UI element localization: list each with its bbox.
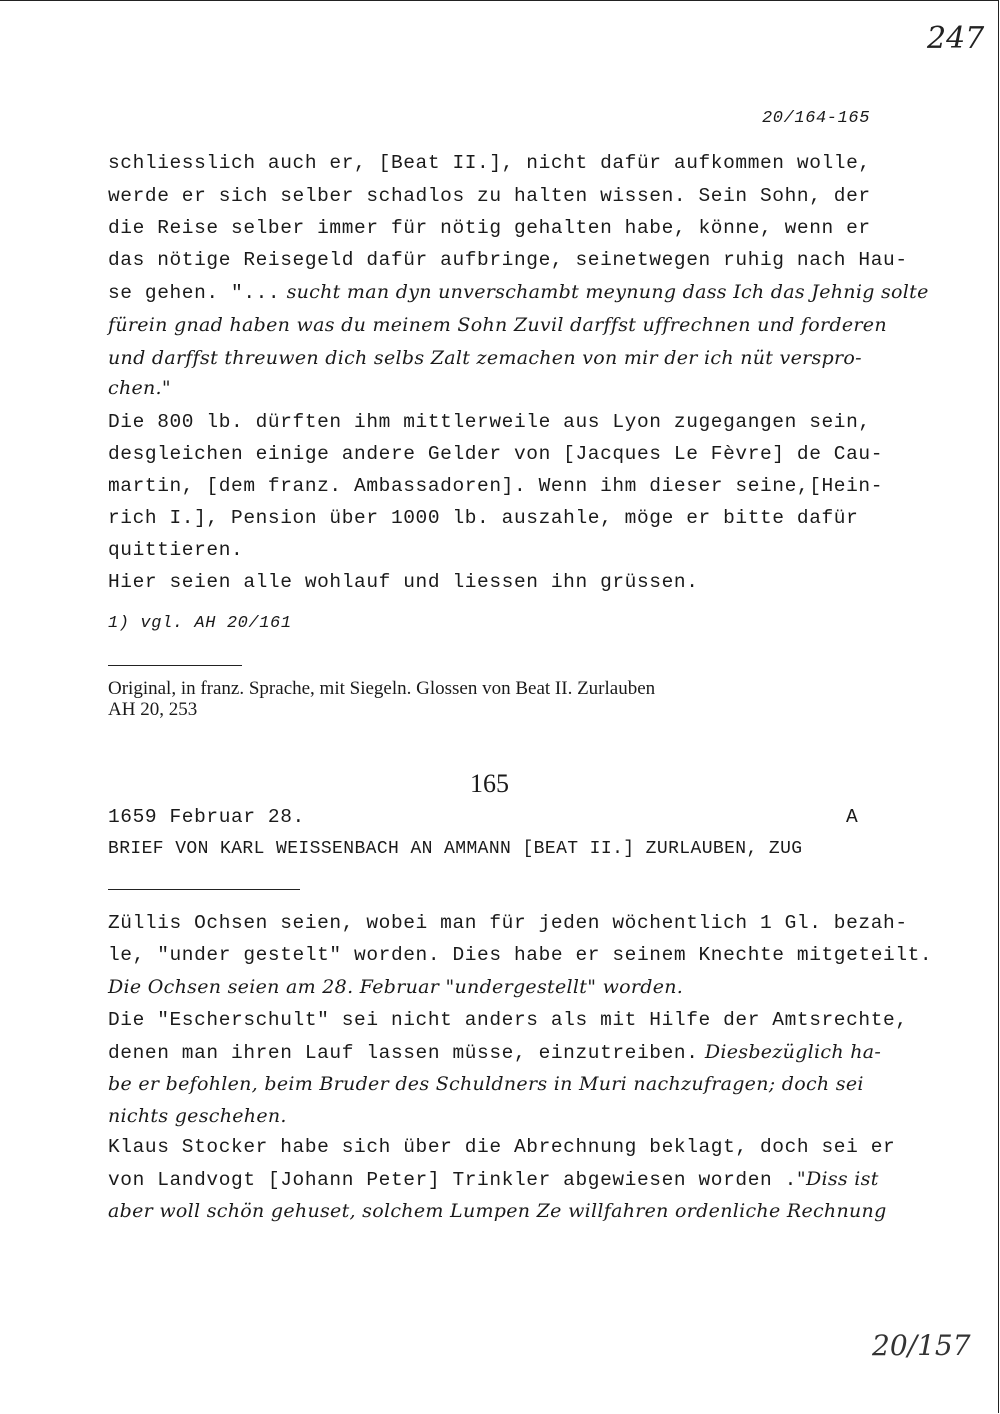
italic-line: be er befohlen, beim Bruder des Schuldners in Muri nachzufragen; doch sei	[108, 1073, 864, 1095]
body-line: le, "under gestelt" worden. Dies habe er seinem Knechte mitgeteilt.	[108, 944, 933, 966]
body-line: die Reise selber immer für nötig gehalten habe, könne, wenn er	[108, 217, 871, 239]
footnote: 1) vgl. AH 20/161	[108, 614, 292, 633]
body-line: Die "Escherschult" sei nicht anders als mit Hilfe der Amtsrechte,	[108, 1009, 908, 1031]
handwritten-archive-number: 20/157	[872, 1329, 971, 1362]
quote-line: und darffst threuwen dich selbs Zalt zemachen von mir der ich nüt verspro-	[108, 347, 862, 369]
entry-date: 1659 Februar 28.	[108, 806, 305, 828]
reference-header: 20/164-165	[762, 109, 871, 128]
quote-end: chen."	[108, 377, 171, 399]
divider-rule	[108, 889, 300, 890]
entry-number: 165	[470, 769, 509, 798]
body-line: rich I.], Pension über 1000 lb. auszahle, möge er bitte dafür	[108, 507, 859, 529]
italic-line: nichts geschehen.	[108, 1105, 287, 1127]
body-line-mixed	[108, 1168, 879, 1191]
body-line: das nötige Reisegeld dafür aufbringe, seinetwegen ruhig nach Hau-	[108, 249, 908, 271]
body-line: desgleichen einige andere Gelder von [Jacques Le Fèvre] de Cau-	[108, 443, 884, 465]
body-line: Hier seien alle wohlauf und liessen ihn grüssen.	[108, 571, 699, 593]
body-line: Züllis Ochsen seien, wobei man für jeden wöchentlich 1 Gl. bezah-	[108, 912, 908, 934]
body-line-mixed	[108, 281, 929, 304]
body-line-mixed	[108, 1041, 881, 1064]
body-line: schliesslich auch er, [Beat II.], nicht dafür aufkommen wolle,	[108, 152, 871, 174]
italic-line: aber woll schön gehuset, solchem Lumpen Ze willfahren ordenliche Rechnung	[108, 1200, 887, 1222]
entry-heading: BRIEF VON KARL WEISSENBACH AN AMMANN [BEAT II.] ZURLAUBEN, ZUG	[108, 839, 803, 859]
body-text: von Landvogt [Johann Peter] Trinkler abgewiesen worden .	[108, 1169, 797, 1191]
body-line: Die 800 lb. dürften ihm mittlerweile aus Lyon zugegangen sein,	[108, 411, 871, 433]
body-text: denen man ihren Lauf lassen müsse, einzutreiben.	[108, 1042, 699, 1064]
body-line: quittieren.	[108, 539, 244, 561]
italic-text: "Diss ist	[796, 1168, 879, 1190]
body-line: werde er sich selber schadlos zu halten wissen. Sein Sohn, der	[108, 185, 871, 207]
source-note: Original, in franz. Sprache, mit Siegeln. Glossen von Beat II. Zurlauben	[108, 678, 656, 699]
italic-text: Diesbezüglich ha-	[698, 1041, 882, 1063]
divider-rule	[108, 665, 242, 666]
source-note: AH 20, 253	[108, 699, 198, 720]
quote-text: sucht man dyn unverschambt meynung dass Ich das Jehnig solte	[280, 281, 929, 303]
quote-line: fürein gnad haben was du meinem Sohn Zuvil darffst uffrechnen und forderen	[108, 314, 887, 336]
body-line: Klaus Stocker habe sich über die Abrechnung beklagt, doch sei er	[108, 1136, 896, 1158]
body-text: se gehen. "...	[108, 282, 281, 304]
body-line: martin, [dem franz. Ambassadoren]. Wenn ihm dieser seine,[Hein-	[108, 475, 884, 497]
handwritten-page-number: 247	[927, 21, 985, 56]
italic-line: Die Ochsen seien am 28. Februar "undergestellt" worden.	[108, 976, 684, 998]
letter-type: A	[846, 806, 859, 828]
